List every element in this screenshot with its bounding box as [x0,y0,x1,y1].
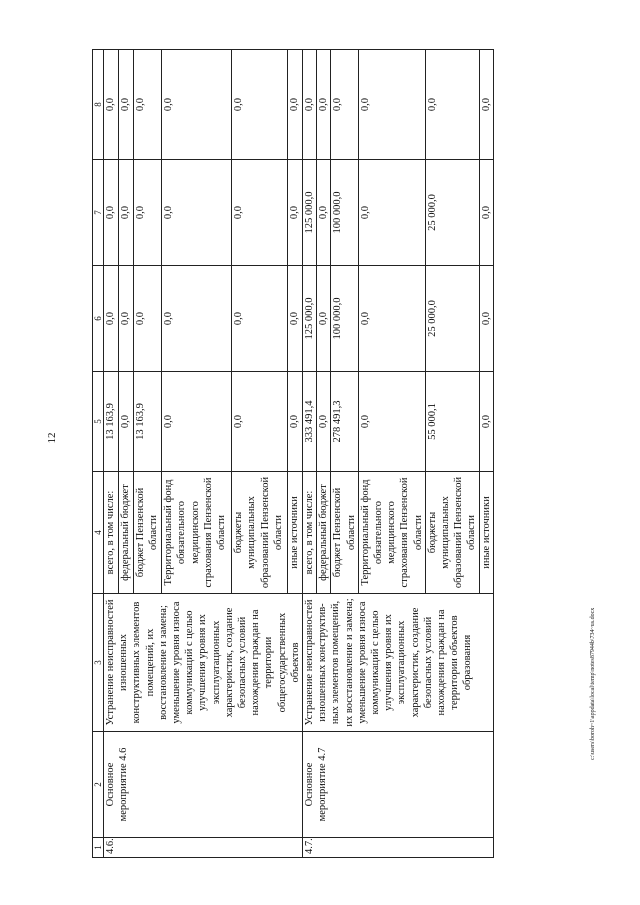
value-cell: 278 491,3 [331,372,358,472]
value-cell: 0,0 [317,372,331,472]
funding-source: всего, в том числе: [104,472,119,594]
value-cell: 0,0 [479,160,493,266]
value-cell: 0,0 [118,160,133,266]
value-cell: 0,0 [358,266,425,372]
col-header: 4 [93,472,104,594]
value-cell: 0,0 [479,266,493,372]
value-cell: 25 000,0 [425,266,479,372]
value-cell: 0,0 [358,372,425,472]
value-cell: 0,0 [317,266,331,372]
value-cell: 0,0 [358,160,425,266]
col-header: 6 [93,266,104,372]
funding-source: иные источники [479,472,493,594]
value-cell: 13 163,9 [133,372,162,472]
funding-source: бюджет Пензенской области [133,472,162,594]
value-cell: 0,0 [162,372,232,472]
value-cell: 125 000,0 [303,266,317,372]
footer-file-path: c:\users\boroh~1\appdata\local\temp\notes87944b\734~us.docx [590,607,596,760]
value-cell: 0,0 [232,266,288,372]
value-cell: 0,0 [104,266,119,372]
value-cell: 55 000,1 [425,372,479,472]
value-cell: 0,0 [358,50,425,160]
funding-source: иные источники [288,472,303,594]
value-cell: 0,0 [331,50,358,160]
activity-name: Основное мероприятие 4.6 [104,732,303,838]
activity-description: Устранение неисправностей изношенных конструктивных элементов помещений, их восстановление и замена; уменьшение уровня износа коммуникаций с целью улучшения уровня их эксплуатационных характеристик, создание безопасных условий нахождения граждан на территории общегосударственных объектов [104,594,303,732]
table-row [104,50,119,858]
value-cell: 0,0 [232,50,288,160]
row-number: 4.6. [104,838,303,858]
col-header: 1 [93,838,104,858]
value-cell: 13 163,9 [104,372,119,472]
activity-description: Устранение неисправностей изношенных конструктив-ных элементов помещений, их восстановление и замена; уменьшение уровня износа коммуникаций с целью улучшения уровня их эксплуатационных характеристик, создание безопасных условий нахождения граждан на территории объектов образования [303,594,494,732]
value-cell: 0,0 [162,50,232,160]
funding-source: федеральный бюджет [317,472,331,594]
activity-name: Основное мероприятие 4.7 [303,732,494,838]
rotated-table-container [92,50,610,858]
funding-source: бюджеты муниципальных образований Пензенской области [232,472,288,594]
funding-source: федеральный бюджет [118,472,133,594]
funding-source: Территориальный фонд обязательного медицинского страхования Пензенской области [162,472,232,594]
value-cell: 0,0 [133,266,162,372]
value-cell: 100 000,0 [331,266,358,372]
col-header: 8 [93,50,104,160]
value-cell: 0,0 [104,50,119,160]
table-row [303,50,317,858]
col-header: 2 [93,732,104,838]
value-cell: 0,0 [288,372,303,472]
value-cell: 0,0 [232,160,288,266]
col-header: 7 [93,160,104,266]
funding-source: бюджет Пензенской области [331,472,358,594]
value-cell: 0,0 [425,50,479,160]
value-cell: 0,0 [162,160,232,266]
value-cell: 333 491,4 [303,372,317,472]
value-cell: 0,0 [104,160,119,266]
value-cell: 0,0 [133,160,162,266]
value-cell: 0,0 [232,372,288,472]
value-cell: 0,0 [317,160,331,266]
value-cell: 0,0 [303,50,317,160]
col-header: 3 [93,594,104,732]
value-cell: 0,0 [317,50,331,160]
value-cell: 0,0 [288,266,303,372]
row-number: 4.7. [303,838,494,858]
value-cell: 0,0 [288,50,303,160]
value-cell: 25 000,0 [425,160,479,266]
budget-table [92,49,494,858]
value-cell: 0,0 [288,160,303,266]
value-cell: 0,0 [118,372,133,472]
value-cell: 125 000,0 [303,160,317,266]
value-cell: 0,0 [133,50,162,160]
funding-source: бюджеты муниципальных образований Пензенской области [425,472,479,594]
funding-source: всего, в том числе: [303,472,317,594]
value-cell: 0,0 [162,266,232,372]
value-cell: 0,0 [118,50,133,160]
page-number: 12 [46,432,58,444]
header-row [93,50,104,858]
value-cell: 0,0 [479,50,493,160]
value-cell: 0,0 [118,266,133,372]
value-cell: 0,0 [479,372,493,472]
funding-source: Территориальный фонд обязательного медицинского страхования Пензенской области [358,472,425,594]
value-cell: 100 000,0 [331,160,358,266]
col-header: 5 [93,372,104,472]
